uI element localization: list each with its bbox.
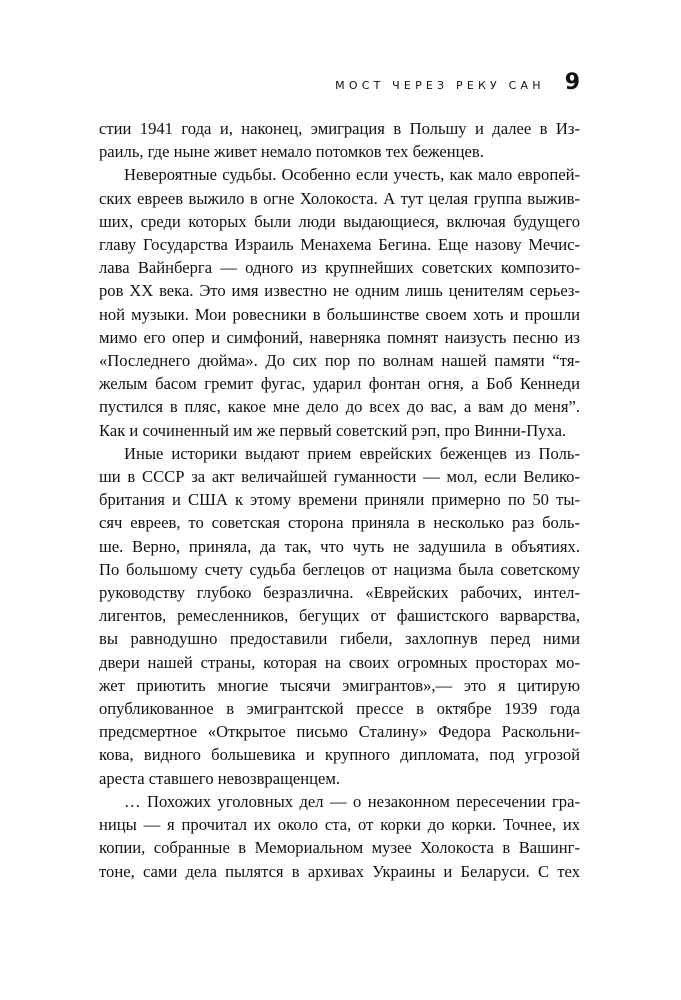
text-line: сяч евреев, то советская сторона приняла в несколько раз боль- [99,513,580,533]
text-line: … Похожих уголовных дел — о незаконном пересечении гра- [124,791,580,811]
text-line: ров XX века. Это имя известно не одним лишь ценителям серьез- [99,281,580,301]
text-line: желым басом гремит фугас, ударил фонтан огня, а Боб Кеннеди [99,374,580,394]
text-line: мимо его опер и симфоний, наверняка помнят наизусть песню из [99,327,580,347]
text-line: руководству глубоко безразлична. «Еврейских рабочих, интел- [99,583,580,603]
text-line: вы равнодушно предоставили гибели, захлопнув перед ними [99,629,580,649]
text-line: пустился в пляс, какое мне дело до всех до вас, а вам до меня”. [99,397,580,417]
text-line: ареста ставшего невозвращенцем. [99,768,341,788]
text-line: ше. Верно, приняла, да так, что чуть не задушила в объятиях. [99,536,580,556]
page-number: 9 [564,70,580,95]
text-line: ших, среди которых были люди выдающиеся, включая будущего [99,211,580,231]
text-line: двери нашей страны, которая на своих огромных просторах мо- [99,652,580,672]
running-title: МОСТ ЧЕРЕЗ РЕКУ САН [335,79,545,92]
text-line: главу Государства Израиль Менахема Бегина. Еще назову Мечис- [99,235,580,255]
text-line: «Последнего дюйма». До сих пор по волнам нашей памяти “тя- [99,351,580,371]
text-line: британия и США к этому времени приняли примерно по 50 ты- [99,490,580,510]
text-line: опубликованное в эмигрантской прессе в октябре 1939 года [99,699,580,719]
text-line: ной музыки. Мои ровесники в большинстве своем хоть и прошли [99,304,580,324]
body-text [99,117,580,883]
text-line: копии, собранные в Мемориальном музее Холокоста в Вашинг- [99,838,580,858]
text-line: Невероятные судьбы. Особенно если учесть, как мало европей- [124,165,580,185]
text-line: кова, видного большевика и крупного дипломата, под угрозой [99,745,580,765]
text-line: предсмертное «Открытое письмо Сталину» Федора Раскольни- [99,722,580,742]
running-head [99,70,580,104]
text-line: стии 1941 года и, наконец, эмиграция в Польшу и далее в Из- [99,119,580,138]
text-line: раиль, где ныне живет немало потомков тех беженцев. [99,142,484,162]
text-line: тоне, сами дела пылятся в архивах Украины и Беларуси. С тех [99,861,580,881]
text-line: лава Вайнберга — одного из крупнейших советских композито- [99,258,580,278]
text-line: Иные историки выдают прием еврейских беженцев из Поль- [124,443,580,463]
text-line: ши в СССР за акт величайшей гуманности — мол, если Велико- [99,467,580,487]
text-line: жет приютить многие тысячи эмигрантов»,— это я цитирую [99,675,580,695]
text-line: По большому счету судьба беглецов от нацизма была советскому [99,559,580,579]
text-line: Как и сочиненный им же первый советский рэп, про Винни-Пуха. [99,420,567,440]
text-line: ских евреев выжило в огне Холокоста. А тут целая группа выжив- [99,188,580,208]
text-line: ницы — я прочитал их около ста, от корки до корки. Точнее, их [99,815,580,835]
text-line: лигентов, ремесленников, бегущих от фашистского варварства, [99,606,580,626]
